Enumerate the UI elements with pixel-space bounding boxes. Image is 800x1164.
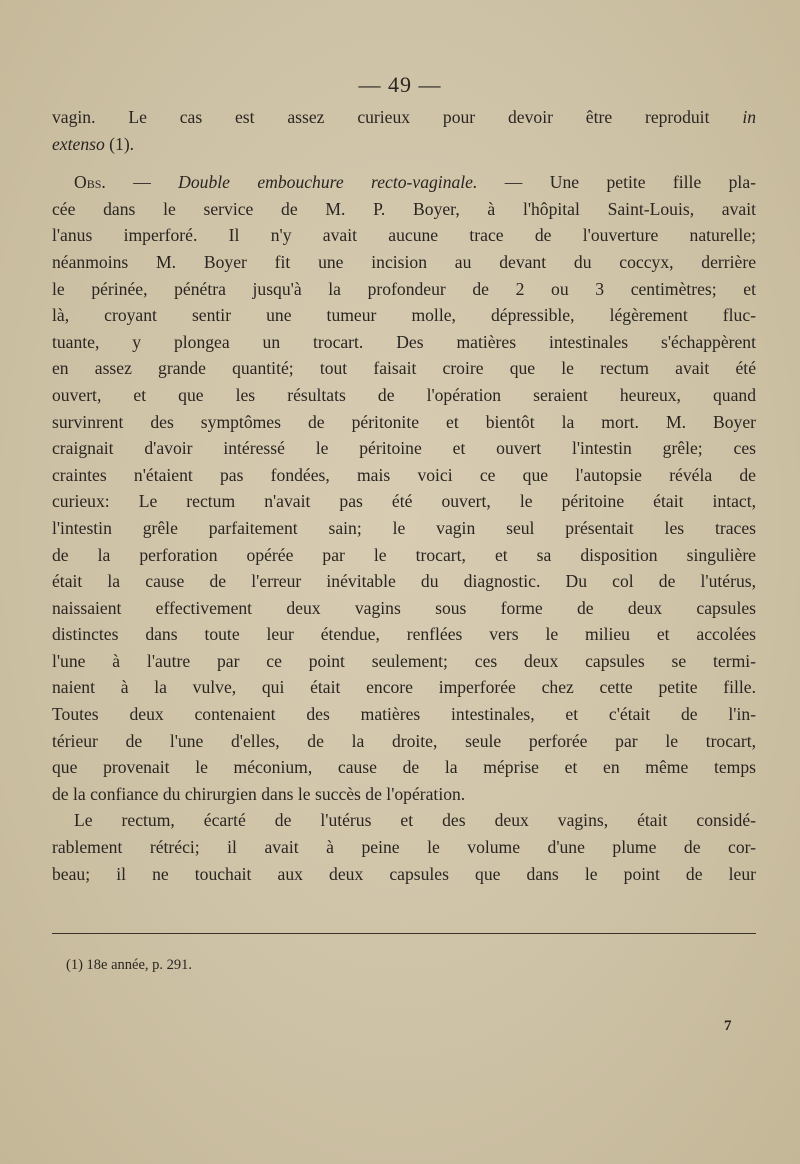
intro-emphasis-1: in [742,107,756,127]
closing-line: rablement rétréci; il avait à peine le volume d'une plume de cor- [52,837,756,858]
observation-title: Double embouchure recto-vaginale. [178,172,478,193]
observation-line: craignait d'avoir intéressé le péritoine et ouvert l'intestin grêle; ces [52,438,756,459]
intro-line-1 [52,104,756,131]
observation-line-start: Une petite fille pla- [549,172,756,193]
observation-line: naient à la vulve, qui était encore imperforée chez cette petite fille. [52,677,756,698]
observation-line: tuante, y plongea un trocart. Des matières intestinales s'échappèrent [52,331,756,352]
observation-label: Obs. [74,172,106,193]
observation-line: était la cause de l'erreur inévitable du diagnostic. Du col de l'utérus, [52,571,756,592]
observation-line: l'intestin grêle parfaitement sain; le vagin seul présentait les traces [52,517,756,538]
footnote-divider [52,933,756,934]
observation-dash-2: — [504,172,523,193]
observation-line: cée dans le service de M. P. Boyer, à l'hôpital Saint-Louis, avait [52,198,756,219]
observation-dash-1: — [133,172,151,193]
observation-line: de la confiance du chirurgien dans le succès de l'opération. [52,783,466,804]
closing-line: Le rectum, écarté de l'utérus et des deux vagins, était considé- [74,810,756,831]
observation-heading-line [52,169,756,196]
page-number: — 49 — [358,72,442,97]
observation-line: naissaient effectivement deux vagins sous forme de deux capsules [52,597,756,618]
intro-text-2: (1). [109,133,135,154]
signature-mark: 7 [724,1018,732,1034]
observation-line: survinrent des symptômes de péritonite et bientôt la mort. M. Boyer [52,411,756,432]
observation-line: distinctes dans toute leur étendue, renflées vers le milieu et accolées [52,624,756,645]
observation-line: craintes n'étaient pas fondées, mais voici ce que l'autopsie révéla de [52,464,756,485]
observation-line: néanmoins M. Boyer fit une incision au devant du coccyx, derrière [52,251,756,272]
intro-emphasis-2: extenso [52,133,105,154]
observation-line: térieur de l'une d'elles, de la droite, seule perforée par le trocart, [52,730,756,751]
intro-text-1: vagin. Le cas est assez curieux pour devoir être reproduit [52,107,710,127]
observation-line: l'anus imperforé. Il n'y avait aucune trace de l'ouverture naturelle; [52,225,756,246]
body-text [52,104,756,887]
observation-line: l'une à l'autre par ce point seulement; ces deux capsules se termi- [52,650,756,671]
observation-line: le périnée, pénétra jusqu'à la profondeur de 2 ou 3 centimètres; et [52,278,756,299]
observation-line: ouvert, et que les résultats de l'opération seraient heureux, quand [52,384,756,405]
observation-line: en assez grande quantité; tout faisait croire que le rectum avait été [52,358,756,379]
observation-line: Toutes deux contenaient des matières intestinales, et c'était de l'in- [52,704,756,725]
observation-line: que provenait le méconium, cause de la méprise et en même temps [52,757,756,778]
closing-line: beau; il ne touchait aux deux capsules que dans le point de leur [52,863,756,884]
observation-line: de la perforation opérée par le trocart, et sa disposition singulière [52,544,756,565]
footnote: (1) 18e année, p. 291. [66,957,193,973]
observation-line: curieux: Le rectum n'avait pas été ouvert, le péritoine était intact, [52,491,756,512]
observation-line: là, croyant sentir une tumeur molle, dépressible, légèrement fluc- [52,305,756,326]
intro-line-2 [52,131,756,158]
